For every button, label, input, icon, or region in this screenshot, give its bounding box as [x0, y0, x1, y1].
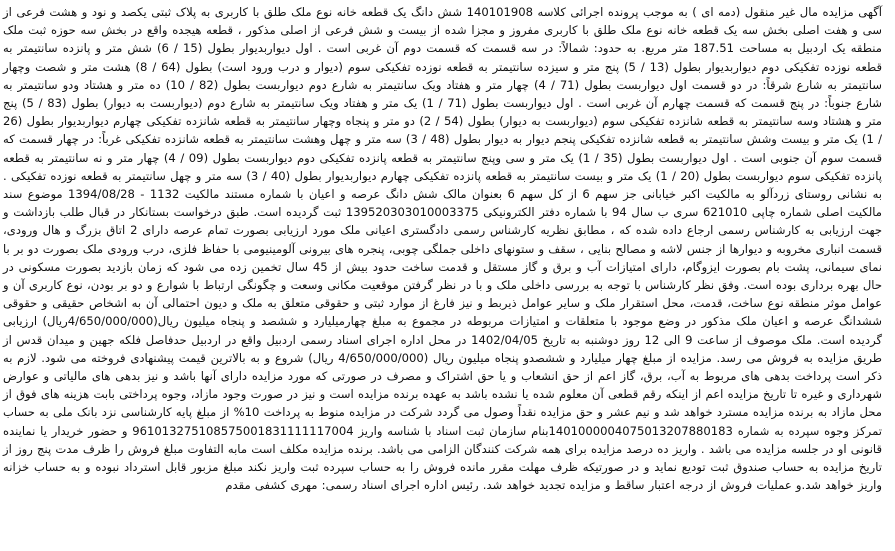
auction-notice-body: آگهی مزایده مال غیر منقول (دمه ای ) به موجب پرونده اجرائی کلاسه 140101908 شش دانگ یک قطعه خانه نوع ملک طلق با کاربری به پلاک ثبتی یکصد و نود و هشت فرعی از سی و هفت اصلی بخش سه یک قطعه خانه نوع ملک طلق با کاربری مفروز و مجزا شده از بیست و شش فرعی از اصلی مذکور ، قطعه هیجده واقع در بخش سه حوزه ثبت ملک منطقه یک اردبیل به مساحت 187.51 متر مربع. به حدود: شمالاً: در سه قسمت که قسمت دوم آن غربی است . اول دیواربدیوار بطول (15 / 6) شش متر و پانزده سانتیمتر به قطعه نوزده تفکیکی دوم دیواربدیوار بطول (13 / 5) پنج متر و سیزده سانتیمتر به قطعه نوزده تفکیکی سوم (دیوار و درب ورود است) بطول (64 / 8) هشت متر و شصت وچهار سانتیمتر به شارع شرقاً: در دو قسمت اول دیواربست بطول (71 / 4) چهار متر و هفتاد ویک سانتیمتر به شارع دوم دیواربست بطول (82 / 10) ده متر و هشتاد ودو سانتیمتر به شارع جنوباً: در پنج قسمت که قسمت چهارم آن غربی است . اول دیواربست بطول (71 / 1) یک متر و هفتاد ویک سانتیمتر به شارع دوم (دیواربست به دیوار) بطول (83 / 5) پنج متر و هشتاد وسه سانتیمتر به قطعه شانزده تفکیکی سوم (دیواربست به دیوار) بطول (54 / 2) دو متر و پنجاه وچهار سانتیمتر به قطعه شانزده تفکیکی چهارم دیواربدیوار بطول (26 / 1) یک متر و بیست وشش سانتیمتر به قطعه شانزده تفکیکی پنجم دیوار به دیوار بطول (48 / 3) سه متر و چهل وهشت سانتیمتر به قطعه شانزده تفکیکی غرباً: در چهار قسمت که قسمت سوم آن جنوبی است . اول دیواربست بطول (35 / 1) یک متر و سی وپنج سانتیمتر به قطعه پانزده تفکیکی دوم دیواربست بطول (09 / 4) چهار متر و نه سانتیمتر به قطعه پانزده تفکیکی سوم دیواربست بطول (20 / 1) یک متر و بیست سانتیمتر به قطعه پانزده تفکیکی چهارم دیواربدیوار بطول (40 / 3) سه متر و چهل سانتیمتر به قطعه نوزده تفکیکی . به نشانی روستای زردآلو به مالکیت اکبر خیابانی جز سهم 6 از کل سهم 6 بعنوان مالک شش دانگ عرصه و اعیان با شماره مستند مالکیت 1132 - 1394/08/28 موضوع سند مالکیت اصلی شماره چاپی 621010 سری ب سال 94 با شماره دفتر الکترونیکی 139520303010003375 ثبت گردیده است. طبق درخواست بستانکار در قبال طلب بازداشت و جهت ارزیابی به کارشناس رسمی ارجاع داده شده که ، مطابق نظریه کارشناس رسمی دادگستری اعیانی ملک مورد ارزیابی بصورت تمام عرصه دارای 2 اتاق بزرگ و هال ورودی، قسمت انباری مخروبه و دیوارها از جنس لاشه و مصالح بنایی ، سقف و ستونهای داخلی جملگی چوبی، پنجره های بیرونی آلومینیومی با حفاظ فلزی، درب ورودی ملک بصورت دو بر با نمای سیمانی، پشت بام بصورت ایزوگام، دارای امتیازات آب و برق و گاز مستقل و قدمت ساخت حدود بیش از 45 سال تخمین زده می شود که زمان بازدید بصورت مسکونی در حال بهره برداری بوده است. وفق نظر کارشناس با توجه به بررسی داخلی ملک و با در نظر گرفتن موقعیت مکانی وسعت و چگونگی ارتباط با شوارع و دو بر بودن، نوع کاربری آن و عوامل موثر منطقه نوع ساخت، قدمت، محل استقرار ملک و سایر عوامل ذیربط و نیز فارغ از موارد ثبتی و حقوقی متعلق به ملک و دیون احتمالی آن به اشخاص حقیقی و حقوقی ششدانگ عرصه و اعیان ملک مذکور در وضع موجود با متعلقات و امتیازات مربوطه در مجموع به مبلغ چهارمیلیارد و ششصد و پنجاه میلیون ریال(4/650/000/000ریال) ارزیابی گردیده است. ملک موصوف از ساعت 9 الی 12 روز دوشنبه به تاریخ 1402/04/05 در محل اداره اجرای اسناد رسمی اردبیل واقع در اردبیل حدفاصل فلکه جهین و میدان قدس از طریق مزایده به فروش می رسد. مزایده از مبلغ چهار میلیارد و ششصدو پنجاه میلیون ریال (4/650/000/000 ریال) شروع و به بالاترین قیمت پیشنهادی فروخته می شود. لازم به ذکر است پرداخت بدهی های مربوط به آب، برق، گاز اعم از حق انشعاب و یا حق اشتراک و مصرف در صورتی که مورد مزایده دارای آنها باشد و نیز بدهی های مالیاتی و عوارض شهرداری و غیره تا تاریخ مزایده اعم از اینکه رقم قطعی آن معلوم شده یا نشده باشد به عهده برنده مزایده است و نیز در صورت وجود مازاد، وجوه پرداختی بابت هزینه های فوق از محل مازاد به برنده مزایده مسترد خواهد شد و نیم عشر و حق مزایده نقداً وصول می گردد شرکت در مزایده منوط به پرداخت 10% از مبلغ پایه کارشناسی نزد بانک ملی به حساب تمرکز وجوه سپرده به شماره 1401000004075013207880183بنام سازمان ثبت اسناد با شناسه واریز 961013275108575001831111117004 و حضور خریدار یا نماینده قانونی او در جلسه مزایده می باشد . واریز ده درصد مزایده برای همه شرکت کنندگان الزامی می باشد. برنده مزایده مکلف است مابه التفاوت مبلغ فروش را ظرف مدت پنج روز از تاریخ مزایده به حساب صندوق ثبت تودیع نماید و در صورتیکه ظرف مهلت مقرر مانده فروش را به حساب سپرده ثبت واریز نکند مبلغ مزبور قابل استرداد نبوده و به حساب خزانه واریز خواهد شد.و عملیات فروش از درجه اعتبار ساقط و مزایده تجدید خواهد شد. رئیس اداره اجرای اسناد رسمی: مهری کشفی مقدم — [3, 5, 883, 493]
